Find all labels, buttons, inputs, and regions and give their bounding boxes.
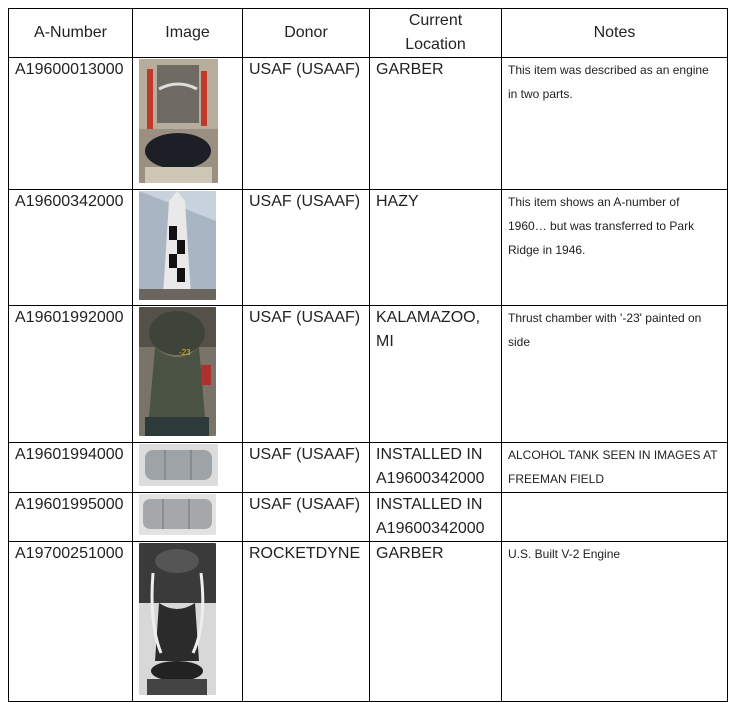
anumber-cell: A19601995000 (9, 493, 133, 542)
image-cell (133, 306, 243, 443)
rocket-engine-photo (139, 59, 218, 183)
image-cell (133, 493, 243, 542)
anumber-cell: A19700251000 (9, 542, 133, 702)
tank-photo (139, 494, 216, 535)
v2-rocket-photo (139, 191, 216, 300)
svg-text:-23: -23 (179, 348, 191, 357)
notes-cell (502, 493, 728, 542)
header-anumber: A-Number (9, 9, 133, 58)
table-row (9, 443, 728, 493)
notes-cell: U.S. Built V-2 Engine (502, 542, 728, 702)
donor-cell: ROCKETDYNE (243, 542, 370, 702)
v2-engine-photo (139, 543, 216, 695)
artifact-table (8, 8, 728, 702)
table-row (9, 190, 728, 306)
donor-cell: USAF (USAAF) (243, 443, 370, 493)
header-location: Current Location (370, 9, 502, 58)
table-row (9, 542, 728, 702)
table-row (9, 58, 728, 190)
image-cell (133, 58, 243, 190)
anumber-cell: A19601992000 (9, 306, 133, 443)
notes-cell: This item shows an A-number of 1960… but was transferred to Park Ridge in 1946. (502, 190, 728, 306)
anumber-cell: A19601994000 (9, 443, 133, 493)
notes-cell: Thrust chamber with '-23' painted on side (502, 306, 728, 443)
location-cell: INSTALLED IN A19600342000 (370, 443, 502, 493)
header-notes: Notes (502, 9, 728, 58)
header-row (9, 9, 728, 58)
donor-cell: USAF (USAAF) (243, 190, 370, 306)
location-cell: HAZY (370, 190, 502, 306)
donor-cell: USAF (USAAF) (243, 306, 370, 443)
alcohol-tank-photo (139, 444, 218, 486)
anumber-cell: A19600013000 (9, 58, 133, 190)
anumber-cell: A19600342000 (9, 190, 133, 306)
location-cell: INSTALLED IN A19600342000 (370, 493, 502, 542)
thrust-chamber-photo (139, 307, 216, 436)
table-row (9, 306, 728, 443)
location-cell: KALAMAZOO, MI (370, 306, 502, 443)
image-cell (133, 443, 243, 493)
notes-cell: This item was described as an engine in two parts. (502, 58, 728, 190)
notes-cell: ALCOHOL TANK SEEN IN IMAGES AT FREEMAN FIELD (502, 443, 728, 493)
donor-cell: USAF (USAAF) (243, 58, 370, 190)
donor-cell: USAF (USAAF) (243, 493, 370, 542)
header-image: Image (133, 9, 243, 58)
image-cell (133, 542, 243, 702)
location-cell: GARBER (370, 58, 502, 190)
location-cell: GARBER (370, 542, 502, 702)
image-cell (133, 190, 243, 306)
table-row (9, 493, 728, 542)
header-donor: Donor (243, 9, 370, 58)
